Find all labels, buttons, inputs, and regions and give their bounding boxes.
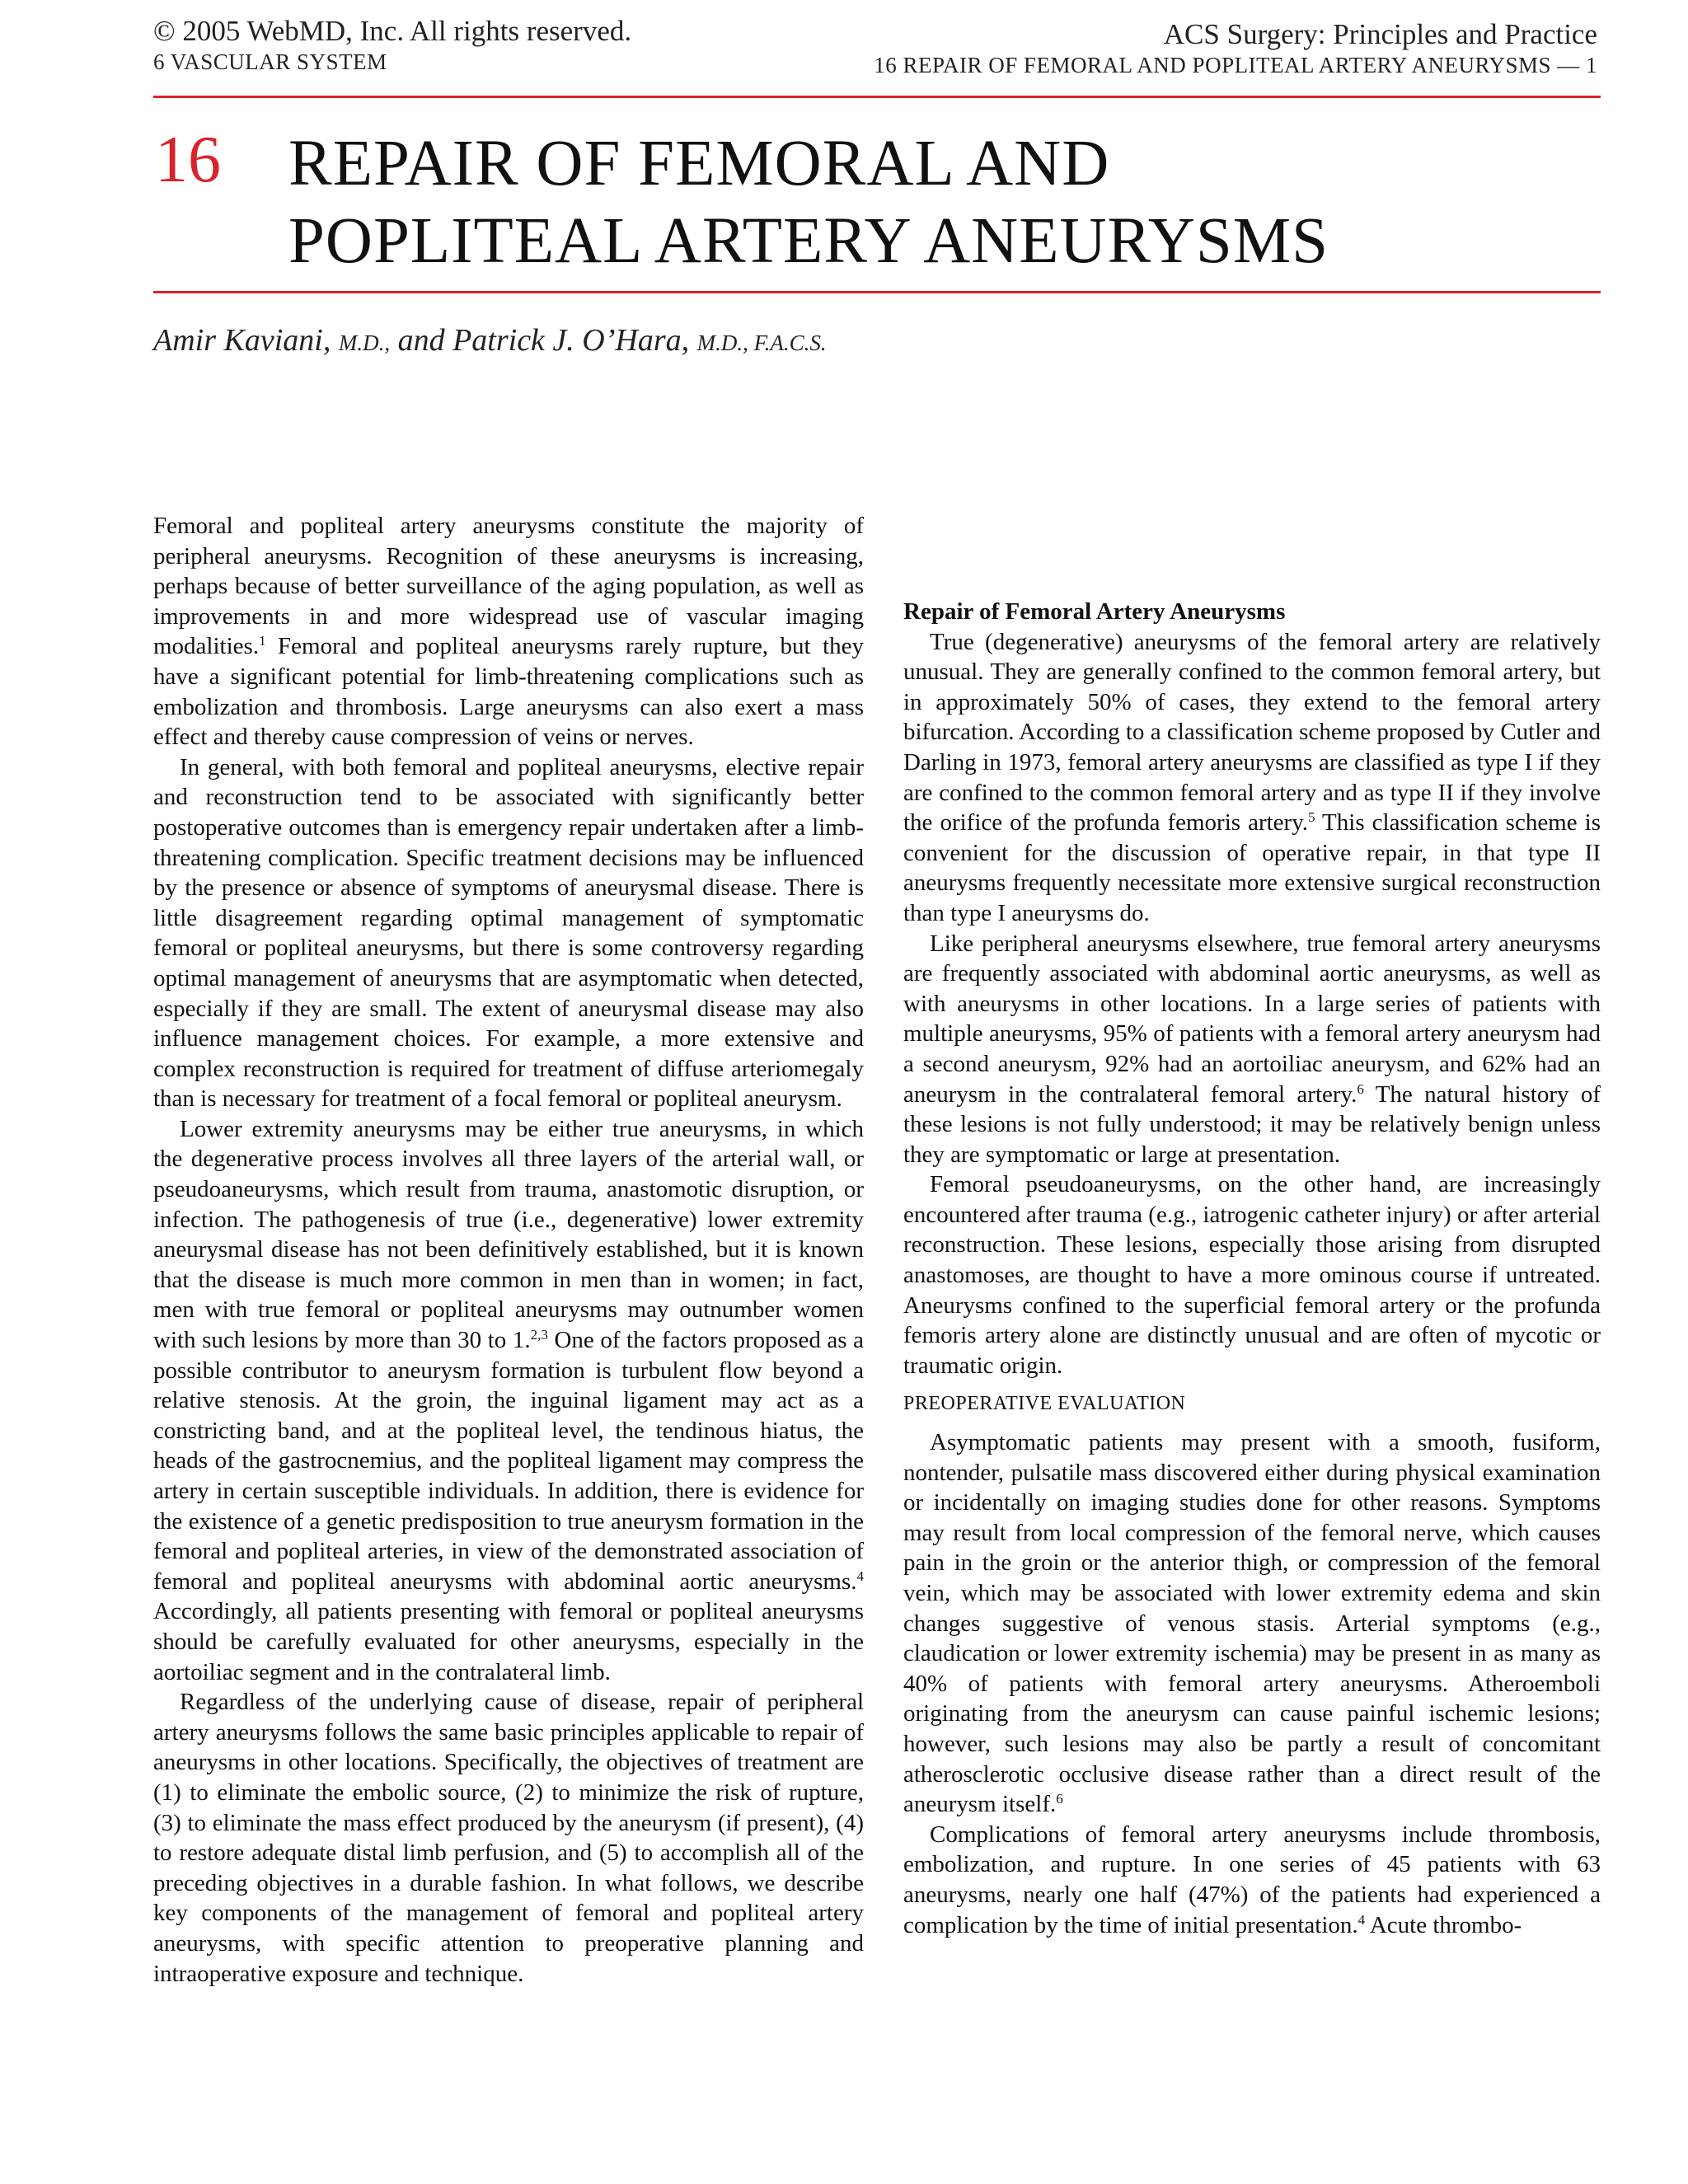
paragraph-principles: Regardless of the underlying cause of disease, repair of peripheral artery aneurysms follows the same basic principles applicable to repair of aneurysms in other locations. Specifically, the objectives of treatment are (1) to eliminate the embolic source, (2) to minimize the risk of rupture, (3) to eliminate the mass effect produced by the aneurysm (if present), (4) to restore adequate distal limb perfusion, and (5) to accomplish all of the preceding objectives in a durable fashion. In what follows, we describe key components of the management of femoral and popliteal artery aneurysms, with specific attention to preoperative planning and intraoperative exposure and technique. [153, 1689, 864, 1987]
author-line [153, 325, 827, 356]
reference-marker: 5 [1308, 809, 1315, 826]
reference-marker: 4 [856, 1568, 864, 1584]
chapter-title-line-2: POPLITEAL ARTERY ANEURYSMS [288, 205, 1329, 277]
body-column-right [903, 511, 1601, 1940]
paragraph-true-aneurysms: True (degenerative) aneurysms of the femoral artery are relatively unusual. They are generally confined to the common femoral artery, but in approximately 50% of cases, they extend to the femoral artery bifurcation. According to a classification scheme proposed by Cutler and Darling in 1973, femoral artery aneurysms are classified as type I if they are confined to the common femoral artery and as type II if they involve the orifice of the profunda femoris artery.$^5$ This classification scheme is convenient for the discussion of operative repair, in that type II aneurysms frequently necessitate more extensive surgical reconstruction than type I aneurysms do. [903, 628, 1601, 926]
author-1: Amir Kaviani, [153, 323, 331, 358]
reference-marker: 4 [1357, 1911, 1366, 1928]
running-chapter-title: 16 REPAIR OF FEMORAL AND POPLITEAL ARTERY ANEURYSMS — 1 [874, 53, 1597, 77]
book-title: ACS Surgery: Principles and Practice [1163, 18, 1597, 50]
author-2: and Patrick J. O’Hara, [397, 323, 690, 358]
chapter-number: 16 [155, 124, 221, 196]
title-rule [153, 291, 1601, 293]
section-heading-femoral: Repair of Femoral Artery Aneurysms [903, 598, 1286, 625]
reference-marker: 6 [1056, 1791, 1063, 1807]
chapter-title [288, 125, 1329, 280]
author-2-credentials: M.D., F.A.C.S. [696, 330, 827, 355]
paragraph-associated-aneurysms: Like peripheral aneurysms elsewhere, true femoral artery aneurysms are frequently associated with abdominal aortic aneurysms, as well as with aneurysms in other locations. In a large series of patients with multiple aneurysms, 95% of patients with a femoral artery aneurysm had a second aneurysm, 92% had an aortoiliac aneurysm, and 62% had an aneurysm in the contralateral femoral artery.$^6$ The natural history of these lesions is not fully understood; it may be relatively benign unless they are symptomatic or large at presentation. [903, 930, 1601, 1168]
spacer [903, 1419, 1601, 1427]
body-column-left [153, 511, 864, 1989]
reference-marker: 6 [1357, 1080, 1364, 1097]
paragraph-intro: Femoral and popliteal artery aneurysms constitute the majority of peripheral aneurysms. Recognition of these aneurysms is increasing, perhaps because of better surveillance of the aging population, as well as improvements in and more widespread use of vascular imaging modalities.$^1$ Femoral and popliteal aneurysms rarely rupture, but they have a significant potential for limb-threatening complications such as embolization and thrombosis. Large aneurysms can also exert a mass effect and thereby cause compression of veins or nerves. [153, 513, 864, 751]
section-label: 6 VASCULAR SYSTEM [153, 49, 387, 74]
paragraph-pseudoaneurysms: Femoral pseudoaneurysms, on the other hand, are increasingly encountered after trauma (e.g., iatrogenic catheter injury) or after arterial reconstruction. These lesions, especially those arising from disrupted anastomoses, are thought to have a more ominous course if untreated. Aneurysms confined to the superficial femoral artery or the profunda femoris artery alone are distinctly unusual and are often of mycotic or traumatic origin. [903, 1171, 1601, 1379]
paragraph-complications: Complications of femoral artery aneurysms include thrombosis, embolization, and rupture. In one series of 45 patients with 63 aneurysms, nearly one half (47%) of the patients had experienced a complication by the time of initial presentation.$^4$ Acute thrombo- [903, 1821, 1601, 1938]
spacer [903, 1380, 1601, 1389]
author-1-credentials: M.D., [338, 330, 391, 355]
paragraph-elective-repair: In general, with both femoral and popliteal aneurysms, elective repair and reconstruction tend to be associated with significantly better postoperative outcomes than is emergency repair undertaken after a limb-threatening complication. Specific treatment decisions may be influenced by the presence or absence of symptoms of aneurysmal disease. There is little disagreement regarding optimal management of symptomatic femoral or popliteal aneurysms, but there is some controversy regarding optimal management of aneurysms that are asymptomatic when detected, especially if they are small. The extent of aneurysmal disease may also influence management choices. For example, a more extensive and complex reconstruction is required for treatment of diffuse arteriomegaly than is necessary for treatment of a focal femoral or popliteal aneurysm. [153, 753, 864, 1113]
paragraph-presentation: Asymptomatic patients may present with a smooth, fusiform, nontender, pulsatile mass discovered either during physical examination or incidentally on imaging studies done for other reasons. Symptoms may result from local compression of the femoral nerve, which causes pain in the groin or the anterior thigh, or compression of the femoral vein, which may be associated with lower extremity edema and skin changes suggestive of venous stasis. Arterial symptoms (e.g., claudication or lower extremity ischemia) may be present in as many as 40% of patients with femoral artery aneurysms. Atheroemboli originating from the aneurysm can cause painful ischemic lesions; however, such lesions may also be partly a result of concomitant atherosclerotic occlusive disease rather than a direct result of the aneurysm itself.$^6$ [903, 1429, 1601, 1818]
header-rule [153, 96, 1601, 98]
paragraph-pathogenesis: Lower extremity aneurysms may be either true aneurysms, in which the degenerative process involves all three layers of the arterial wall, or pseudoaneurysms, which result from trauma, anastomotic disruption, or infection. The pathogenesis of true (i.e., degenerative) lower extremity aneurysmal disease has not been definitively established, but it is known that the disease is much more common in men than in women; in fact, men with true femoral or popliteal aneurysms may outnumber women with such lesions by more than 30 to 1.$^{2,3}$ One of the factors proposed as a possible contributor to aneurysm formation is turbulent flow beyond a relative stenosis. At the groin, the inguinal ligament may act as a constricting band, and at the popliteal level, the tendinous hiatus, the heads of the gastrocnemius, and the popliteal ligament may compress the artery in certain susceptible individuals. In addition, there is evidence for the existence of a genetic predisposition to true aneurysm formation in the femoral and popliteal arteries, in view of the demonstrated association of femoral and popliteal aneurysms with abdominal aortic aneurysms.$^4$ Accordingly, all patients presenting with femoral or popliteal aneurysms should be carefully evaluated for other aneurysms, especially in the aortoiliac segment and in the contralateral limb. [153, 1115, 865, 1685]
subsection-heading-preoperative: PREOPERATIVE EVALUATION [903, 1393, 1186, 1415]
column-continuation-space [903, 511, 1601, 597]
copyright-notice: © 2005 WebMD, Inc. All rights reserved. [153, 15, 632, 47]
chapter-title-line-1: REPAIR OF FEMORAL AND [288, 128, 1110, 199]
reference-marker: 2,3 [530, 1327, 548, 1343]
reference-marker: 1 [259, 633, 266, 649]
